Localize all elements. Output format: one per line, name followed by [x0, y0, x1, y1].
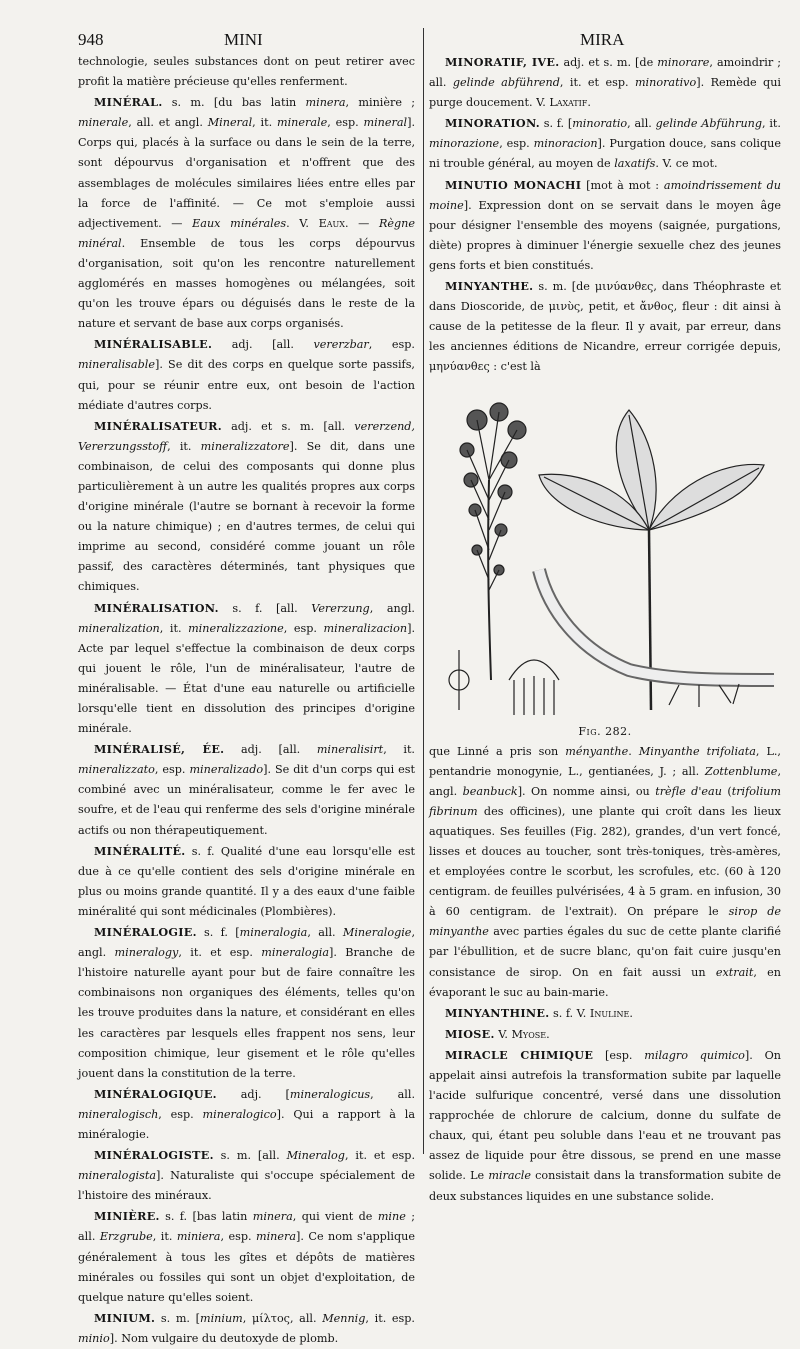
entry-miniere: MINIÈRE. s. f. [bas latin minera, qui vient de mine ; all. Erzgrube, it. miniera, esp. minera]. Ce nom s'applique généralement à tous les gîtes et dépôts de matières minérales ou fossiles qui sont un objet d'exploitation, de quelque nature qu'elles soient.	[78, 1209, 416, 1304]
entry-continuation: technologie, seules substances dont on peut retirer avec profit la matière précieuse qu'elles renferment.	[78, 55, 415, 89]
headword: MINUTIO MONACHI	[445, 177, 582, 192]
right-running-title: MIRA	[580, 30, 625, 49]
headword: MIOSE.	[445, 1026, 495, 1041]
left-running-title: MINI	[224, 30, 263, 49]
headword: MINÉRALISATEUR.	[94, 418, 222, 433]
headword: MINORATION.	[445, 116, 540, 131]
headword: MINYANTHE.	[445, 279, 534, 294]
entry-mineralogie: MINÉRALOGIE. s. f. [mineralogia, all. Mineralogie, angl. mineralogy, it. et esp. mineralogia]. Branche de l'histoire naturelle ayant pour but de faire connaître les combinaisons non organiques des éléments, telles qu'on les trouve produites dans la nature, et considérant en elles les caractères par lesquels elles frappent nos sens, leur composition chimique, leur gisement et le rôle qu'elles jouent dans la constitution de la terre.	[78, 925, 415, 1080]
entry-mineralite: MINÉRALITÉ. s. f. Qualité d'une eau lorsqu'elle est due à ce qu'elle contient des sels d'origine minérale en plus ou moins grande quantité. Il y a des eaux d'une faible minéralité qui sont médicinales (Plombières).	[78, 843, 415, 918]
headword: MINÉRALISATION.	[94, 600, 219, 615]
entry-mineralogiste: MINÉRALOGISTE. s. m. [all. Mineralog, it. et esp. mineralogista]. Naturaliste qui s'occupe spécialement de l'histoire des minéraux.	[78, 1148, 415, 1203]
entry-minoratif: MINORATIF, IVE. adj. et s. m. [de minorare, amoindrir ; all. gelinde abführend, it. et esp. minorativo]. Remède qui purge doucement. V. Laxatif.	[429, 55, 782, 110]
entry-minutio-monachi: MINUTIO MONACHI [mot à mot : amoindrissement du moine]. Expression dont on se servait dans le moyen âge pour désigner l'ensemble des moyens (saignée, purgations, diète) propres à diminuer l'énergie sexuelle chez des jeunes gens forts et bien constitués.	[429, 177, 782, 272]
figure-282-illustration	[429, 380, 781, 722]
headword: MINÉRALOGIQUE.	[94, 1086, 217, 1101]
entry-miracle-chimique: MIRACLE CHIMIQUE [esp. milagro quimico]. On appelait ainsi autrefois la transformation subite par laquelle l'acide sulfurique concentré, versé dans une dissolution rapprochée de chlorure de calcium, donne du sulfate de chaux, qui, étant peu soluble dans l'eau et ne trouvant pas assez de liquide pour être dissous, se prend en une masse solide. Le miracle consistait dans la transformation subite de deux substances liquides en une substance solide.	[429, 1047, 781, 1203]
page-number: 948	[78, 30, 104, 49]
right-column	[429, 52, 781, 1207]
headword: MINIÈRE.	[94, 1209, 160, 1224]
entry-mineralisable: MINÉRALISABLE. adj. [all. vererzbar, esp. mineralisable]. Se dit des corps en quelque sorte passifs, qui, pour se réunir entre eux, ont besoin de l'action médiate d'autres corps.	[78, 337, 415, 412]
column-divider	[423, 28, 424, 1154]
entry-minium: MINIUM. s. m. [minium, μίλτος, all. Mennig, it. esp. minio]. Nom vulgaire du deutoxyde de plomb.	[78, 1310, 415, 1345]
entry-mineralisateur: MINÉRALISATEUR. adj. et s. m. [all. vererzend, Vererzungsstoff, it. mineralizzatore]. Se dit, dans une combinaison, de celui des composants qui donne plus particulièrement à un autre les qualités propres aux corps d'origine minérale (l'autre se bornant à recevoir la forme ou la nature chimique) ; en d'autres termes, de celui qui imprime au second, considéré comme jouant un rôle passif, des caractères déterminés, tant physiques que chimiques.	[78, 418, 415, 594]
entry-minyanthe: MINYANTHE. s. m. [de μινύανθες, dans Théophraste et dans Dioscoride, de μινὺς, petit, et ἄνθος, fleur : dit ainsi à cause de la petitesse de la fleur. Il y avait, par erreur, dans les anciennes éditions de Nicandre, erreur corrigée depuis, μηνύανθες : c'est là	[429, 279, 781, 374]
entry-miose: MIOSE. V. Myose.	[445, 1026, 550, 1041]
headword: MINÉRALITÉ.	[94, 843, 186, 858]
figure-caption: Fig. 282.	[578, 724, 632, 738]
entry-mineral: MINÉRAL. s. m. [du bas latin minera, minière ; minerale, all. et angl. Mineral, it. minerale, esp. mineral]. Corps qui, placés à la surface ou dans le sein de la terre, sont dépourvus d'organisation et n'offrent que des assemblages de molécules similaires liées entre elles par la force de l'affinité. — Ce mot s'emploie aussi adjectivement. — Eaux minérales. V. Eaux. — Règne minéral. Ensemble de tous les corps dépourvus d'organisation, soit qu'on les rencontre naturellement agglomérés en masses homogènes ou mélangées, soit qu'on les trouve épars ou déguisés dans le reste de la nature et servant de base aux corps organisés.	[78, 95, 416, 331]
entry-minoration: MINORATION. s. f. [minoratio, all. gelinde Abführung, it. minorazione, esp. minoracion]. Purgation douce, sans colique ni trouble général, au moyen de laxatifs. V. ce mot.	[429, 116, 781, 171]
running-header	[0, 30, 800, 54]
headword: MINÉRALISABLE.	[94, 337, 213, 352]
headword: MINÉRALOGISTE.	[94, 1148, 214, 1163]
headword: MINORATIF, IVE.	[445, 55, 560, 69]
entry-mineralisation: MINÉRALISATION. s. f. [all. Vererzung, angl. mineralization, it. mineralizzazione, esp. mineralizacion]. Acte par lequel s'effectue la combinaison de deux corps qui jouent le rôle, l'un de minéralisateur, l'autre de minéralisable. — État d'une eau naturelle ou artificielle lorsqu'elle tient en dissolution des principes d'origine minérale.	[78, 600, 415, 736]
bogbean-plant-engraving	[429, 380, 781, 722]
headword: MINIUM.	[94, 1310, 156, 1325]
entry-minyanthine: MINYANTHINE. s. f. V. Inuline.	[445, 1005, 633, 1020]
headword: MINÉRAL.	[94, 95, 163, 110]
headword: MINÉRALISÉ, ÉE.	[94, 742, 225, 757]
entry-minyanthe-continued: que Linné a pris son ményanthe. Minyanthe trifoliata, L., pentandrie monogynie, L., gentianées, J. ; all. Zottenblume, angl. beanbuck]. On nomme ainsi, ou trèfle d'eau (trifolium fibrinum des officines), une plante qui croît dans les lieux aquatiques. Ses feuilles (Fig. 282), grandes, d'un vert foncé, lisses et douces au toucher, sont très-toniques, très-amères, et employées contre le scorbut, les scrofules, etc. (60 à 120 centigram. de feuilles pulvérisées, 4 à 5 gram. en infusion, 30 à 60 centigram. de l'extrait). On prépare le sirop de minyanthe avec parties égales du suc de cette plante clarifié par l'ébullition, et de sucre blanc, qu'on fait cuire jusqu'en consistance de sirop. On en fait aussi un extrait, en évaporant le suc au bain-marie.	[429, 744, 782, 999]
left-column	[78, 52, 415, 1349]
headword: MINÉRALOGIE.	[94, 925, 197, 940]
entry-mineralise: MINÉRALISÉ, ÉE. adj. [all. mineralisirt, it. mineralizzato, esp. mineralizado]. Se dit d'un corps qui est combiné avec un minéralisateur, comme le fer avec le soufre, et de l'eau qui renferme des sels d'origine minérale actifs ou non thérapeutiquement.	[78, 742, 416, 837]
entry-mineralogique: MINÉRALOGIQUE. adj. [mineralogicus, all. mineralogisch, esp. mineralogico]. Qui a rapport à la minéralogie.	[78, 1086, 415, 1141]
headword: MIRACLE CHIMIQUE	[445, 1047, 594, 1062]
headword: MINYANTHINE.	[445, 1005, 550, 1020]
